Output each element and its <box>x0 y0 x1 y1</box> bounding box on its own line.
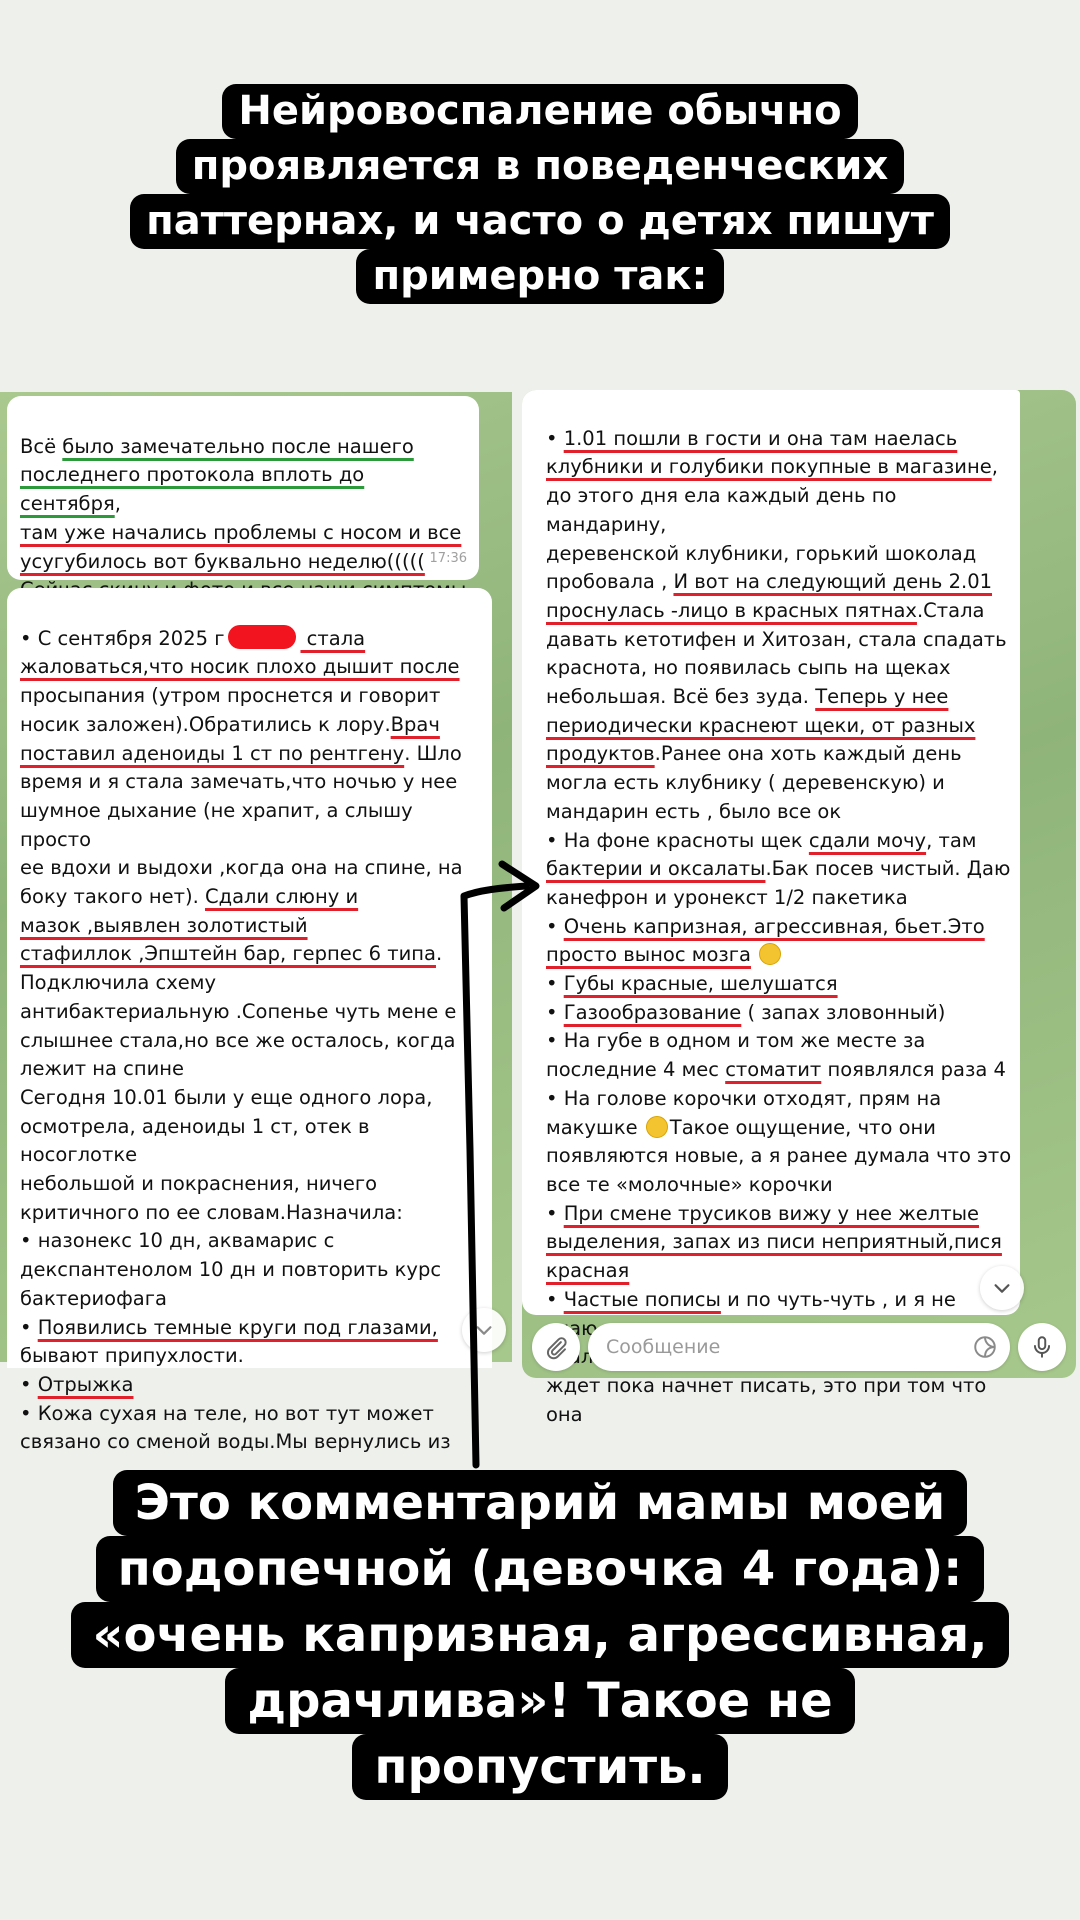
underlined-text: Сдали слюну и мазок ,выявлен золотистый стафиллок ,Эпштейн бар, герпес 6 типа <box>20 885 436 966</box>
message-text <box>546 425 1012 1430</box>
caption-line: Нейровоспаление обычно <box>222 84 857 139</box>
underlined-text: Появились темные круги под глазами, <box>37 1315 438 1339</box>
scroll-down-button[interactable] <box>980 1266 1024 1310</box>
chevron-down-icon <box>991 1277 1013 1299</box>
caption-line: драчлива»! Такое не <box>225 1668 854 1734</box>
message-bubble <box>7 588 492 1454</box>
message-bubble <box>522 390 1020 1426</box>
caption-line: паттернах, и часто о детях пишут <box>130 194 950 249</box>
caption-line: проявляется в поведенческих <box>176 139 905 194</box>
message-input[interactable] <box>606 1336 972 1358</box>
text-run: , там <box>926 828 977 852</box>
message-time: 17:36 <box>429 551 467 567</box>
text-run: Всё <box>20 434 63 458</box>
underlined-text: стоматит <box>725 1058 822 1082</box>
text-run: появлялся раза 4 • На голове корочки отходят, прям на макушке <box>546 1058 1006 1139</box>
left-chat-screenshot <box>0 392 512 1454</box>
underlined-text: Частые пописы <box>563 1287 721 1311</box>
underlined-text: При смене трусиков вижу у нее желтые выделения, запах из писи неприятный,пися красная <box>546 1201 1002 1283</box>
text-run: .Стала давать кетотифен и Хитозан, стала спадать краснота, но появилась сыпь на щеках небольшая. Всё без зуда. <box>546 598 1007 709</box>
text-run: Такое ощущение, что они появляются новые, а я ранее думала что это все те «молочные» корочки • <box>546 1115 1012 1225</box>
underlined-text: там уже начались проблемы с носом и все усугубилось вот буквально неделю((((( <box>20 520 462 573</box>
underlined-text: сдали мочу <box>808 828 927 852</box>
text-run <box>751 943 757 966</box>
text-run: бывают припухлости. • <box>20 1344 244 1396</box>
text-run: . Подключила схему антибактериальную .Сопенье чуть мене е слышнее стала,но все же осталось, когда лежит на спине Сегодня 10.01 были у еще одного лора, осмотрела, аденоиды 1 ст, отек в носоглотке небольшой и покраснения, ничего критичного по ее словам.Назначила: • назонекс 10 дн, аквамарис с декспантенолом 10 дн и повторить курс бактериофага • <box>20 942 457 1339</box>
underlined-text: 1.01 пошли в гости и она там наелась клубники и голубики покупные в магазине <box>546 426 992 479</box>
underlined-text: Теперь у нее периодически краснеют щеки, от разных продуктов <box>546 685 976 766</box>
emoji-icon <box>759 943 781 965</box>
caption-line: пропустить. <box>352 1734 727 1800</box>
underlined-text: стала <box>306 626 366 650</box>
text-run: • С сентября 2025 г <box>20 626 225 650</box>
text-run: , <box>114 492 121 516</box>
text-run: • <box>546 1000 558 1024</box>
top-caption <box>0 84 1080 304</box>
caption-line: Это комментарий мамы моей <box>113 1470 967 1536</box>
sticker-icon[interactable] <box>972 1334 998 1360</box>
underlined-text: И вот на следующий день 2.01 проснулась -лицо в красных пятнах <box>546 570 993 622</box>
text-run: .Бак посев чистый. Даю канефрон и уронекст 1/2 пакетика • <box>546 857 1011 938</box>
caption-line: подопечной (девочка 4 года): <box>96 1536 985 1602</box>
message-bubble <box>7 396 479 580</box>
text-run: ( запах зловонный) • На губе в одном и том же месте за последние 4 мес <box>546 1000 946 1082</box>
text-run: и по чуть-чуть , и я не туалет ждет пока начнет писать, это при том что она <box>546 1287 987 1426</box>
underlined-text: Отрыжка <box>37 1372 134 1396</box>
text-run: • <box>546 1287 558 1311</box>
text-run: .Ранее она хоть каждый день могла есть клубнику ( деревенскую) и мандарин есть , было все ок • На фоне красноты щек <box>546 742 962 852</box>
underlined-text: Газообразование <box>563 1000 742 1024</box>
text-run: • <box>546 972 558 996</box>
redaction-mark <box>228 625 296 649</box>
message-text <box>20 625 482 1457</box>
text-run: , до этого дня ела каждый день по мандарину, деревенской клубники, горький шоколад пробовала , <box>546 455 998 594</box>
right-chat-screenshot <box>522 390 1076 1426</box>
message-composer <box>522 1316 1076 1378</box>
underlined-text: Губы красные, шелушатся <box>563 972 838 996</box>
text-run: • <box>546 426 564 450</box>
hand-drawn-arrow <box>440 850 550 1470</box>
caption-line: примерно так: <box>356 249 723 304</box>
caption-line: «очень капризная, агрессивная, <box>71 1602 1010 1668</box>
voice-message-button[interactable] <box>1018 1323 1066 1371</box>
text-run: . Шло время и я стала замечать,что ночью у нее шумное дыхание (не храпит, а слышу просто ее вдохи и выдохи ,когда она на спине, на боку такого нет). <box>20 741 463 909</box>
underlined-text: бактерии и оксалаты <box>546 857 766 881</box>
underlined-text: жаловаться,что носик плохо дышит после <box>20 655 460 679</box>
underlined-text: было замечательно после нашего последнего протокола вплоть до сентября <box>20 434 414 516</box>
underlined-text: Врач поставил аденоиды 1 ст по рентгену <box>20 712 440 765</box>
emoji-icon <box>646 1116 668 1138</box>
microphone-icon <box>1029 1334 1055 1360</box>
message-input-wrapper <box>588 1323 1010 1371</box>
underlined-text: Очень капризная, агрессивная, бьет.Это просто вынос мозга <box>546 914 985 967</box>
text-run: просыпания (утром проснется и говорит носик заложен).Обратились к лору. <box>20 684 441 736</box>
text-run: • Кожа сухая на теле, но вот тут может связано со сменой воды.Мы вернулись из <box>20 1401 451 1454</box>
bottom-caption <box>0 1470 1080 1800</box>
